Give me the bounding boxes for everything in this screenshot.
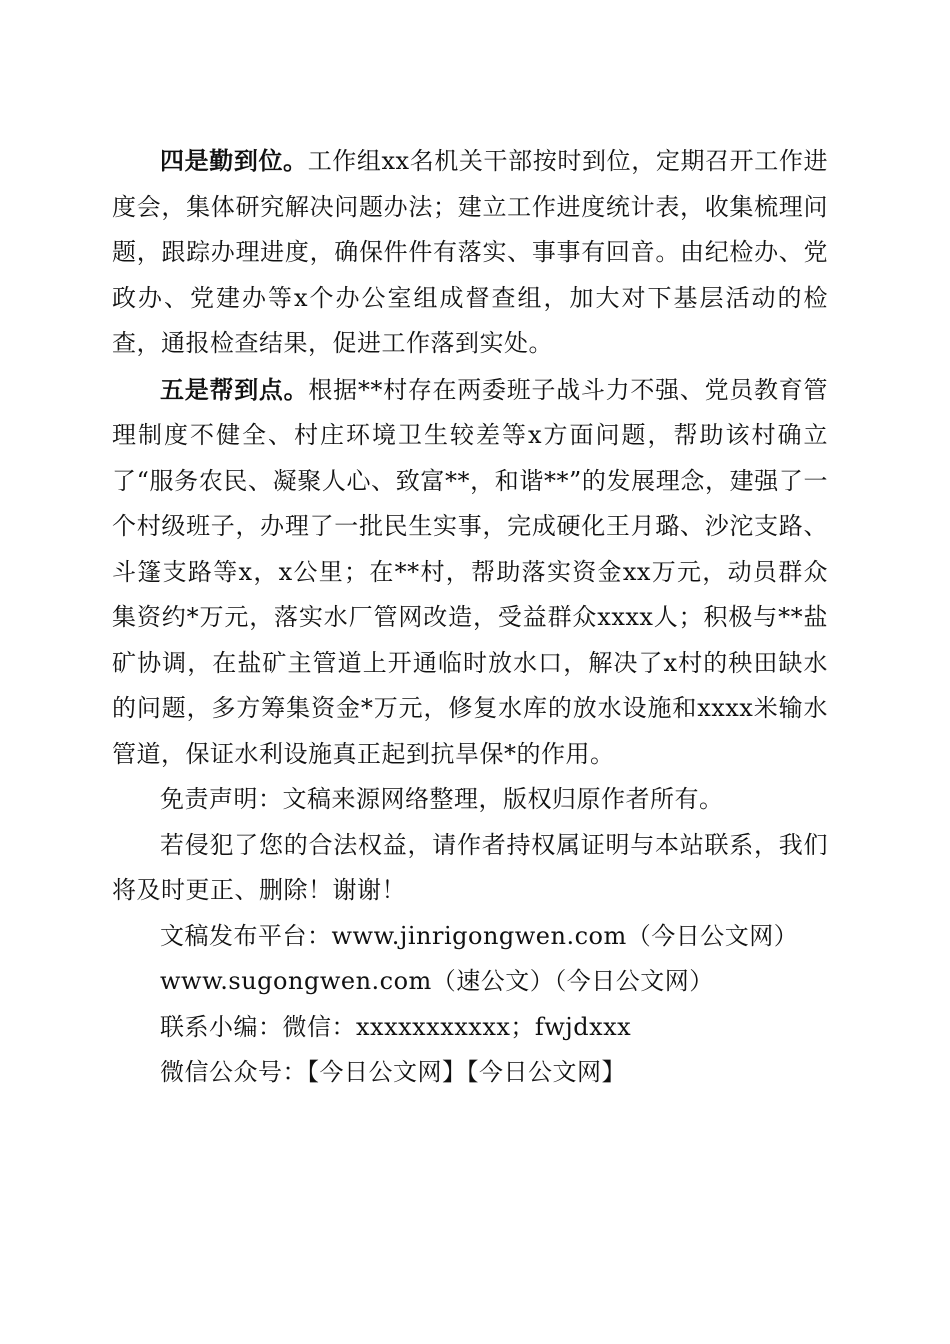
publish-platform: 文稿发布平台：www.jinrigongwen.com（今日公文网） — [160, 921, 799, 950]
secondary-site: www.sugongwen.com（速公文）（今日公文网） — [160, 967, 714, 995]
paragraph-four-lead: 四是勤到位。 — [160, 146, 308, 175]
paragraph-five-lead: 五是帮到点。 — [160, 374, 309, 404]
paragraph-five-body: 根据**村存在两委班子战斗力不强、党员教育管理制度不健全、村庄环境卫生较差等x方面问题，帮助该村确立了“服务农民、凝聚人心、致富**，和谐**”的发展理念，建强了一个村级班子，办理了一批民生实事，完成硬化王月璐、沙沱支路、斗篷支路等x，x公里；在**村，帮助落实资金xx万元，动员群众集资约*万元，落实水厂管网改造，受益群众xxxx人；积极与**盐矿协调，在盐矿主管道上开通临时放水口，解决了x村的秧田缺水的问题，多方筹集资金*万元，修复水库的放水设施和xxxx米输水管道，保证水利设施真正起到抗旱保*的作用。 — [112, 375, 829, 768]
editor-contact: 联系小编：微信：xxxxxxxxxxx；fwjdxxx — [160, 1012, 632, 1041]
wechat-account: 微信公众号：【今日公文网】【今日公文网】 — [160, 1058, 626, 1086]
disclaimer-text: 免责声明：文稿来源网络整理，版权归原作者所有。 — [160, 785, 724, 813]
infringement-notice: 若侵犯了您的合法权益，请作者持权属证明与本站联系，我们将及时更正、删除！谢谢！ — [112, 830, 828, 904]
paragraph-four — [112, 138, 828, 367]
paragraph-four-body: 工作组xx名机关干部按时到位，定期召开工作进度会，集体研究解决问题办法；建立工作进度统计表，收集梳理问题，跟踪办理进度，确保件件有落实、事事有回音。由纪检办、党政办、党建办等x个办公室组成督查组，加大对下基层活动的检查，通报检查结果，促进工作落到实处。 — [112, 147, 829, 357]
paragraph-five — [112, 367, 828, 778]
document-page — [112, 138, 828, 1096]
